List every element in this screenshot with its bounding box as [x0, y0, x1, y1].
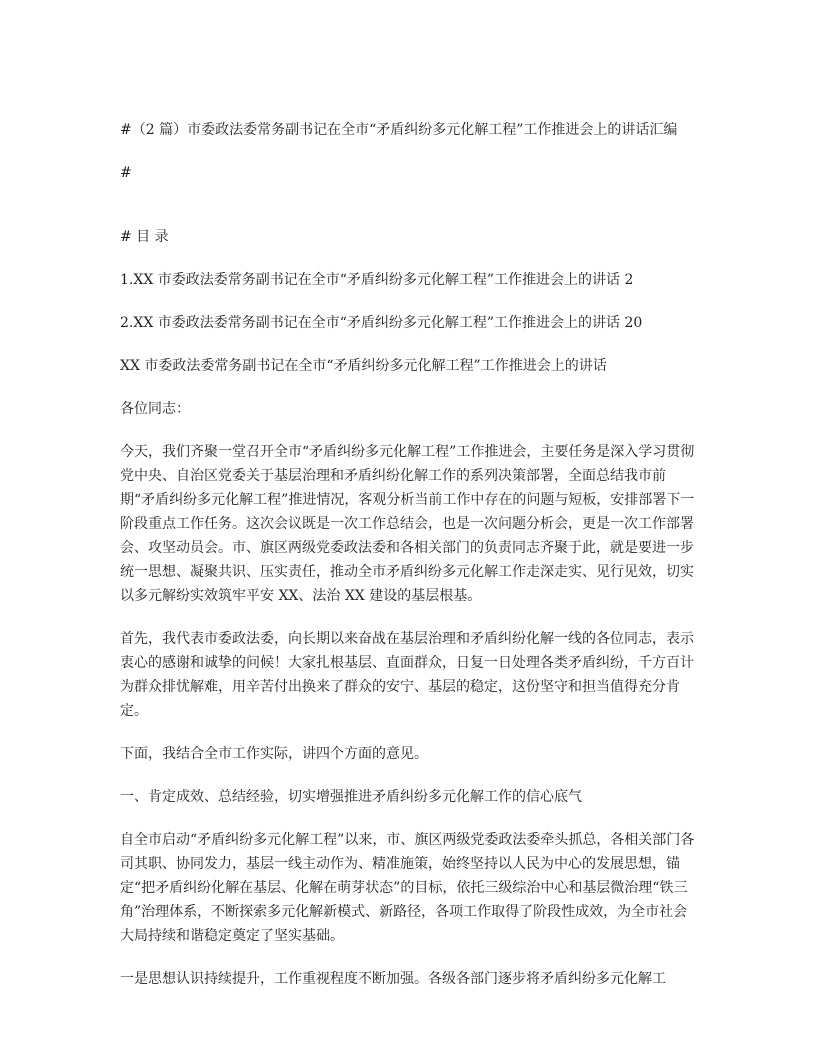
- paragraph: 下面，我结合全市工作实际，讲四个方面的意见。: [120, 746, 428, 762]
- paragraph: 自全市启动“矛盾纠纷多元化解工程”以来，市、旗区两级党委政法委牵头抓总，各相关部门各司其职、协同发力，基层一线主动作为、精准施策，始终坚持以人民为中心的发展思想，锚定“把矛盾纠纷化解在基层、化解在萌芽状态”的目标，依托三级综治中心和基层微治理“铁三角”治理体系，不断探索多元化解新模式、新路径，各项工作取得了阶段性成效，为全市社会大局持续和谐稳定奠定了坚实基础。: [120, 832, 695, 944]
- toc-heading: # 目 录: [120, 229, 169, 245]
- paragraph: 首先，我代表市委政法委，向长期以来奋战在基层治理和矛盾纠纷化解一线的各位同志，表示衷心的感谢和诚挚的问候！大家扎根基层、直面群众，日复一日处理各类矛盾纠纷，千方百计为群众排忧解难，用辛苦付出换来了群众的安宁、基层的稳定，这份坚守和担当值得充分肯定。: [120, 631, 694, 719]
- section-heading: 一、肯定成效、总结经验，切实增强推进矛盾纠纷多元化解工作的信心底气: [120, 789, 582, 805]
- salutation: 各位同志：: [120, 401, 190, 417]
- document-page: [120, 118, 696, 1010]
- paragraph: 一是思想认识持续提升，工作重视程度不断加强。各级各部门逐步将矛盾纠纷多元化解工: [120, 971, 666, 987]
- paragraph: 今天，我们齐聚一堂召开全市“矛盾纠纷多元化解工程”工作推进会，主要任务是深入学习贯彻党中央、自治区党委关于基层治理和矛盾纠纷化解工作的系列决策部署，全面总结我市前期“矛盾纠纷多元化解工程”推进情况，客观分析当前工作中存在的问题与短板，安排部署下一阶段重点工作任务。这次会议既是一次工作总结会，也是一次问题分析会，更是一次工作部署会、攻坚动员会。市、旗区两级党委政法委和各相关部门的负责同志齐聚于此，就是要进一步统一思想、凝聚共识、压实责任，推动全市矛盾纠纷多元化解工作走深走实、见行见效，切实以多元解纷实效筑牢平安 XX、法治 XX 建设的基层根基。: [120, 444, 695, 604]
- document-title: #（2 篇）市委政法委常务副书记在全市“矛盾纠纷多元化解工程”工作推进会上的讲话汇编: [120, 122, 678, 138]
- hash-line: #: [120, 165, 132, 181]
- toc-item-2: 2.XX 市委政法委常务副书记在全市“矛盾纠纷多元化解工程”工作推进会上的讲话 20: [120, 315, 643, 331]
- toc-item-1: 1.XX 市委政法委常务副书记在全市“矛盾纠纷多元化解工程”工作推进会上的讲话 2: [120, 272, 634, 288]
- section-title: XX 市委政法委常务副书记在全市“矛盾纠纷多元化解工程”工作推进会上的讲话: [120, 358, 607, 374]
